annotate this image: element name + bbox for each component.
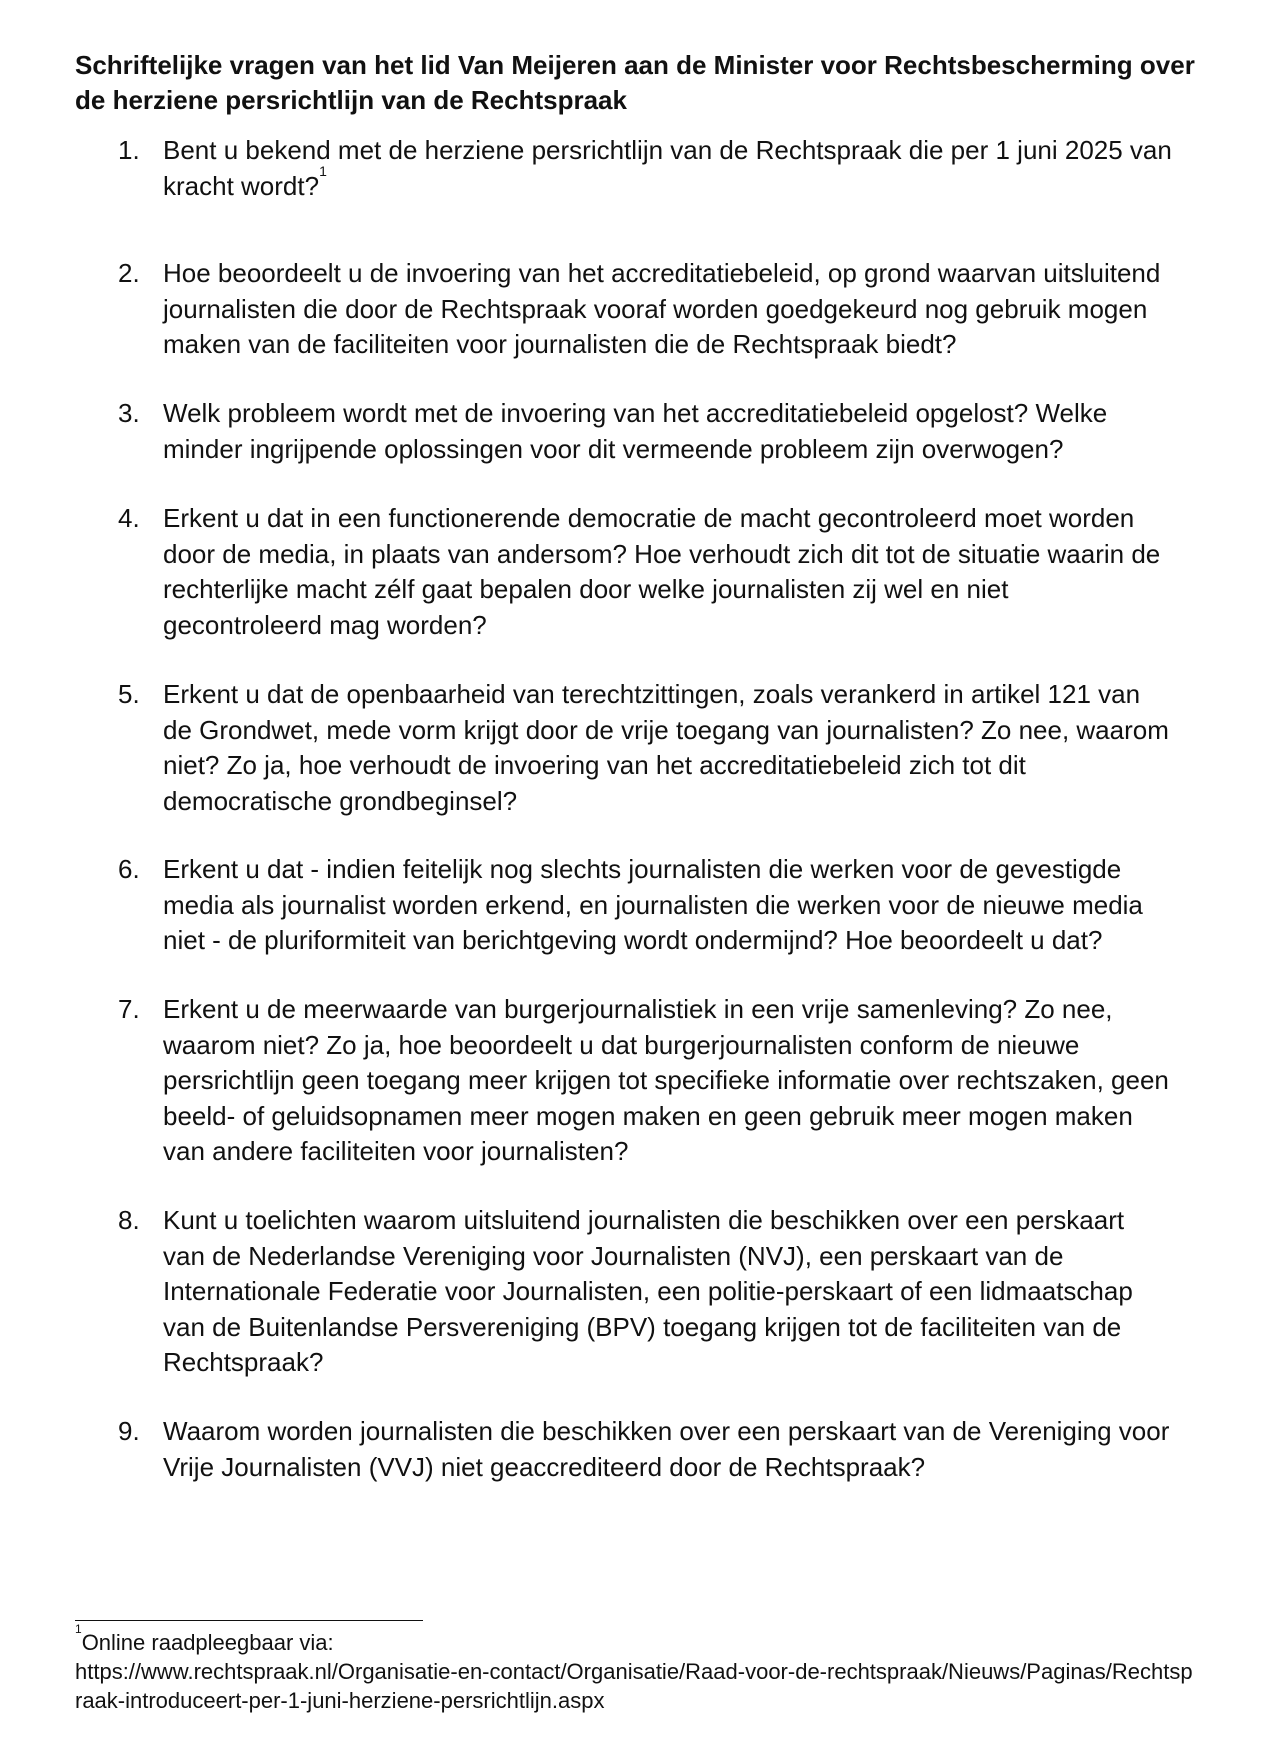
footnote-label: Online raadpleegbaar via: (81, 1630, 334, 1655)
footnote-divider (75, 1620, 423, 1621)
question-number: 4. (118, 503, 140, 533)
question-text-wrapper (163, 133, 1173, 204)
question-number: 6. (118, 854, 140, 884)
footnote-marker: 1 (75, 1622, 82, 1636)
question-text: Erkent u dat de openbaarheid van terechtzittingen, zoals verankerd in artikel 121 van de Grondwet, mede vorm krijgt door de vrije toegang van journalisten? Zo nee, waarom niet? Zo ja, hoe verhoudt de invoering van het accreditatiebeleid zich tot dit democratische grondbeginsel? (163, 679, 1169, 816)
question-text: Erkent u de meerwaarde van burgerjournalistiek in een vrije samenleving? Zo nee, waarom niet? Zo ja, hoe beoordeelt u dat burgerjournalisten conform de nieuwe persrichtlijn geen toegang meer krijgen tot specifieke informatie over rechtszaken, geen beeld- of geluidsopnamen meer mogen maken en geen gebruik meer mogen maken van andere faciliteiten voor journalisten? (163, 994, 1169, 1166)
question-text: Kunt u toelichten waarom uitsluitend journalisten die beschikken over een perskaart van de Nederlandse Vereniging voor Journalisten (NVJ), een perskaart van de Internationale Federatie voor Journalisten, een politie-perskaart of een lidmaatschap van de Buitenlandse Persvereniging (BPV) toegang krijgen tot de faciliteiten van de Rechtspraak? (163, 1205, 1133, 1377)
question-text: Welk probleem wordt met de invoering van het accreditatiebeleid opgelost? Welke minder ingrijpende oplossingen voor dit vermeende probleem zijn overwogen? (163, 398, 1108, 464)
question-number: 3. (118, 398, 140, 428)
question-text: Hoe beoordeelt u de invoering van het accreditatiebeleid, op grond waarvan uitsluitend journalisten die door de Rechtspraak vooraf worden goedgekeurd nog gebruik mogen maken van de faciliteiten voor journalisten die de Rechtspraak biedt? (163, 258, 1161, 359)
question-text: Erkent u dat - indien feitelijk nog slechts journalisten die werken voor de gevestigde media als journalist worden erkend, en journalisten die werken voor de nieuwe media niet - de pluriformiteit van berichtgeving wordt ondermijnd? Hoe beoordeelt u dat? (163, 854, 1143, 955)
question-number: 8. (118, 1205, 140, 1235)
question-number: 9. (118, 1416, 140, 1446)
question-text: Erkent u dat in een functionerende democratie de macht gecontroleerd moet worden door de media, in plaats van andersom? Hoe verhoudt zich dit tot de situatie waarin de rechterlijke macht zélf gaat bepalen door welke journalisten zij wel en niet gecontroleerd mag worden? (163, 503, 1161, 640)
question-text: Waarom worden journalisten die beschikken over een perskaart van de Vereniging voor Vrije Journalisten (VVJ) niet geaccrediteerd door de Rechtspraak? (163, 1416, 1170, 1482)
question-number: 7. (118, 994, 140, 1024)
footnote-url-link[interactable]: https://www.rechtspraak.nl/Organisatie-en-contact/Organisatie/Raad-voor-de-rechtspraak/Nieuws/Paginas/Rechtspraak-introduceert-per-1-juni-herziene-persrichtlijn.aspx (75, 1659, 1193, 1713)
footnote (75, 1622, 1195, 1715)
document-title: Schriftelijke vragen van het lid Van Meijeren aan de Minister voor Rechtsbescherming over de herziene persrichtlijn van de Rechtspraak (75, 50, 1195, 115)
question-number: 2. (118, 258, 140, 288)
question-number: 1. (118, 135, 140, 165)
question-number: 5. (118, 679, 140, 709)
footnote-reference[interactable]: 1 (319, 162, 327, 179)
question-text: Bent u bekend met de herziene persrichtlijn van de Rechtspraak die per 1 juni 2025 van kracht wordt? (163, 135, 1172, 201)
